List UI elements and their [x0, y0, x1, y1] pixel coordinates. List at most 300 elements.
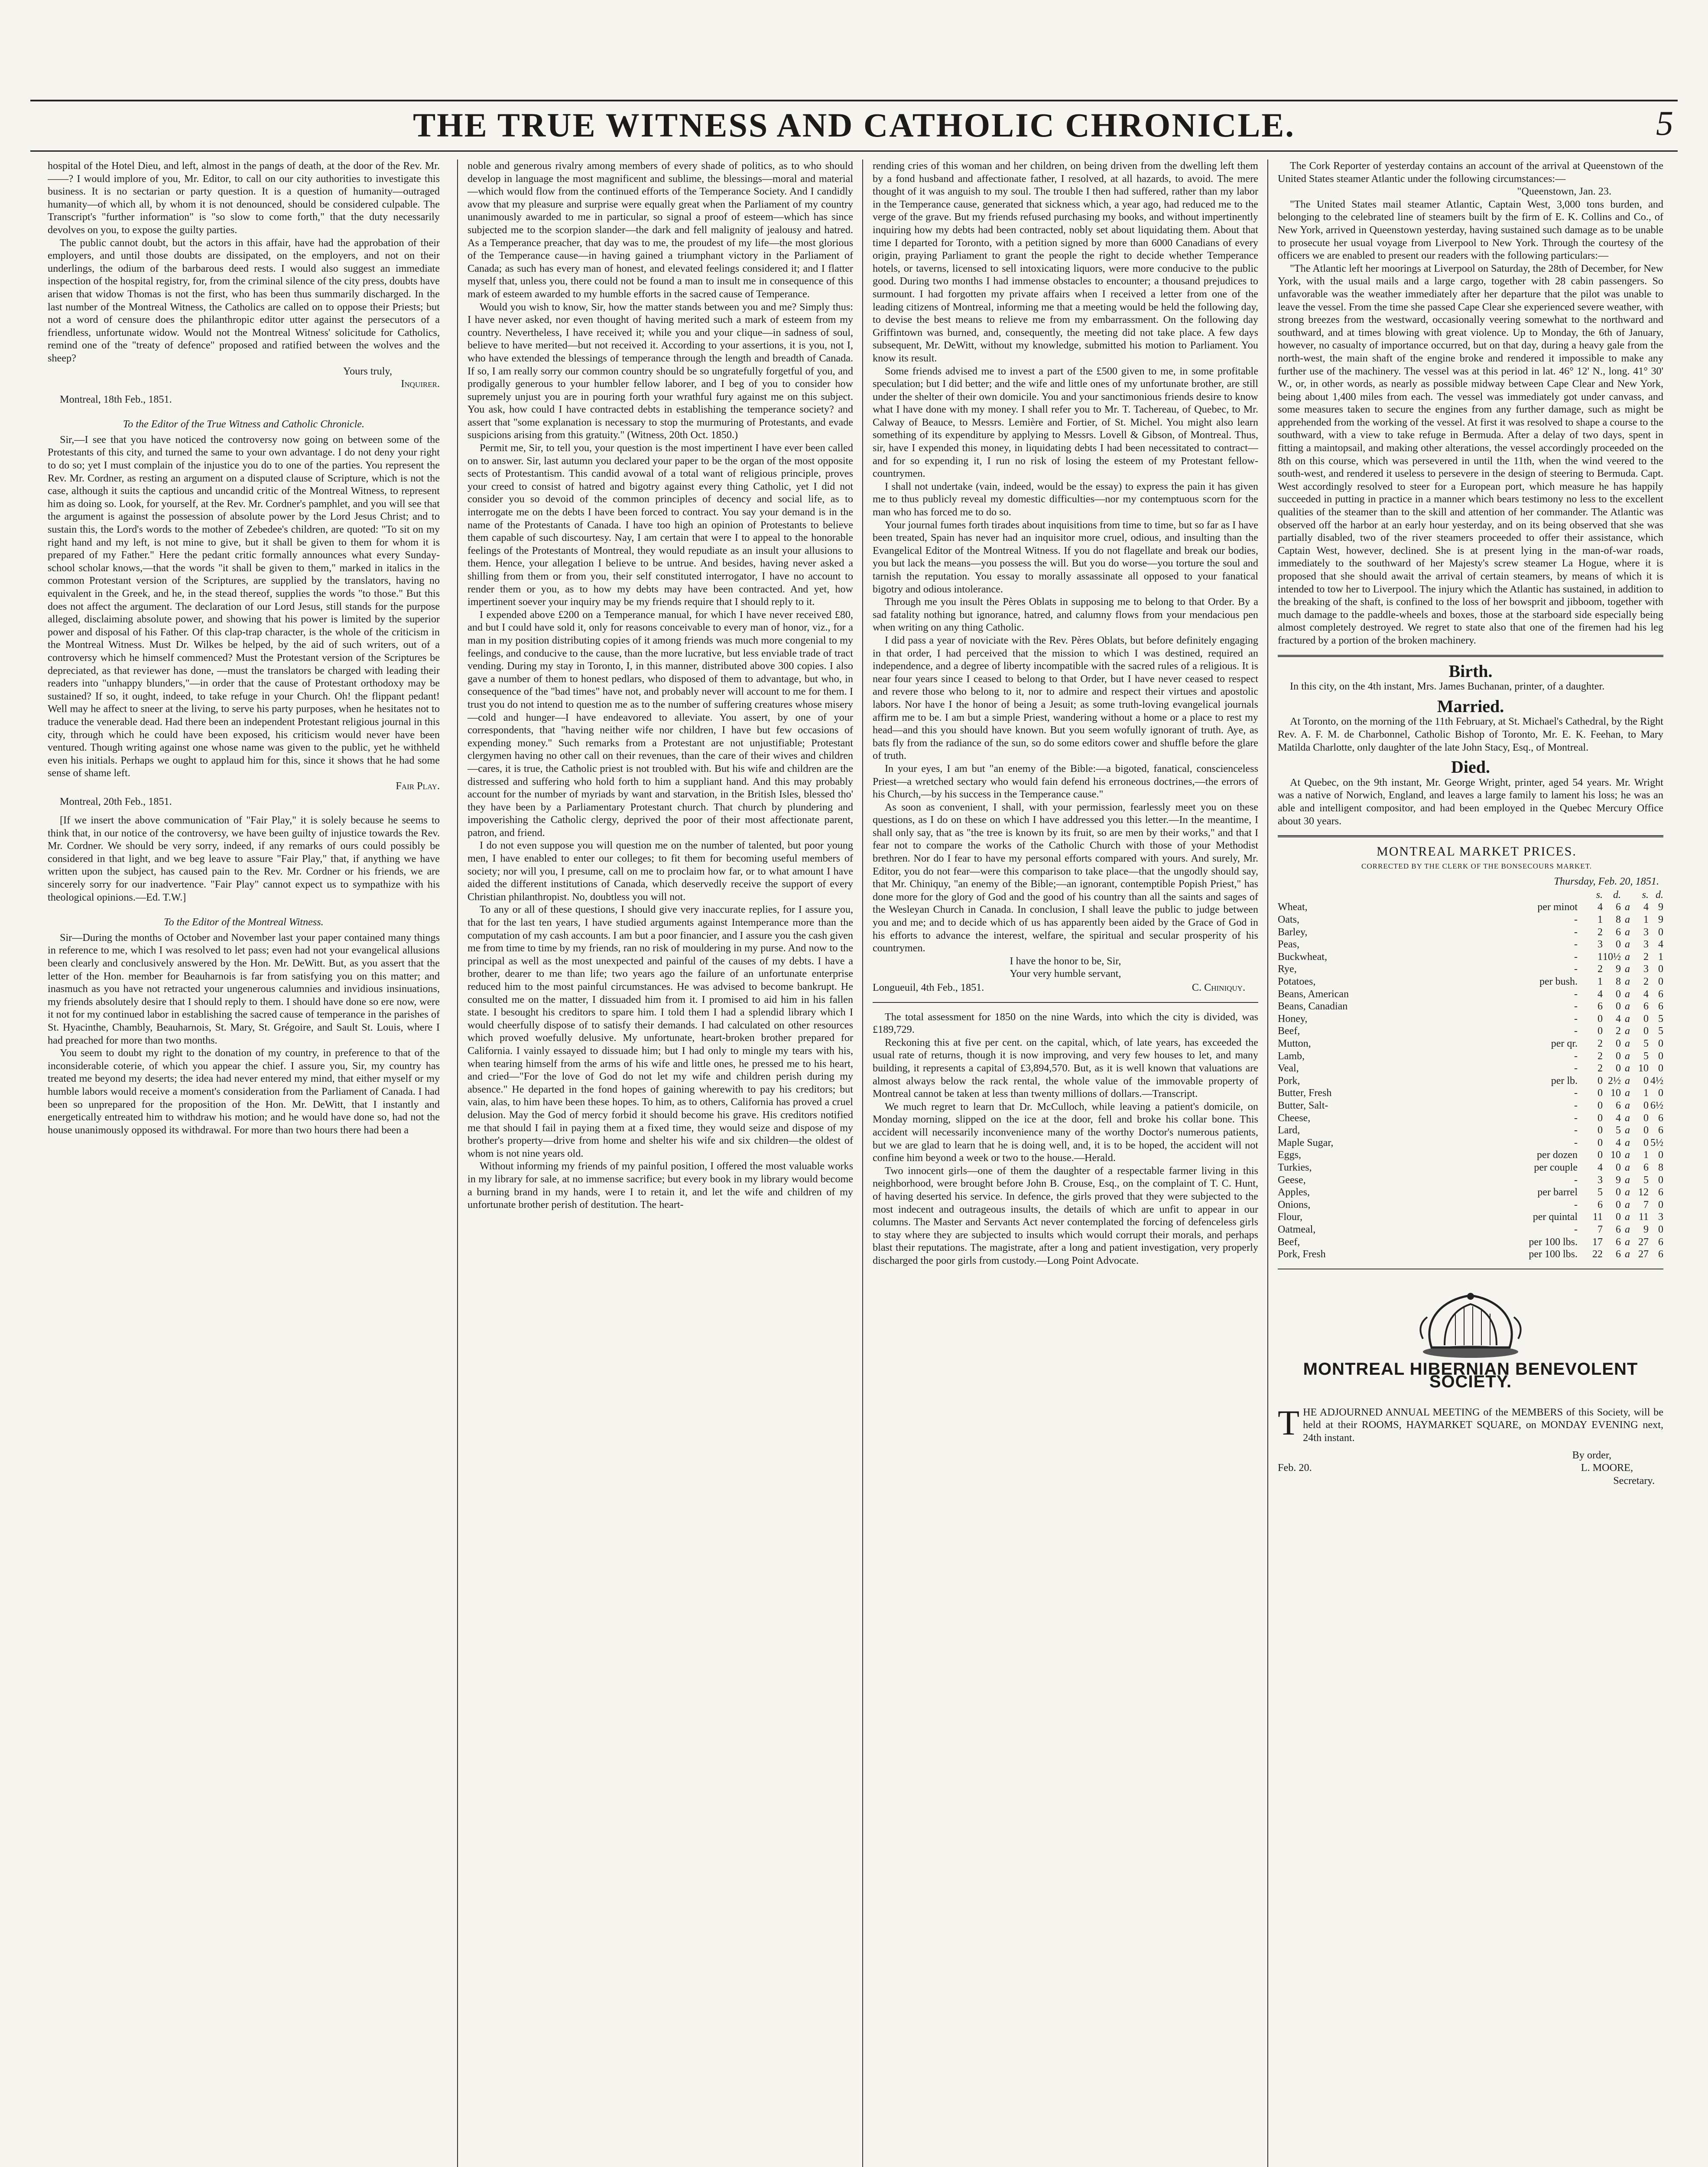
market-cell-unit: -	[1574, 1174, 1578, 1186]
market-cell-d1: 0	[1616, 1211, 1621, 1223]
market-cell-item: Pork,	[1278, 1075, 1300, 1087]
market-cell-s2: 3	[1643, 963, 1649, 975]
market-cell-item: Potatoes,	[1278, 976, 1316, 988]
market-cell-d2: 4½	[1650, 1075, 1663, 1087]
married-heading: Married.	[1437, 696, 1504, 716]
market-cell-unit: -	[1574, 1013, 1578, 1025]
market-cell-item: Turkies,	[1278, 1162, 1312, 1173]
market-cell-s1: 2	[1598, 1038, 1603, 1049]
market-row	[1278, 951, 1663, 963]
market-cell-unit: -	[1574, 963, 1578, 975]
market-cell-a: a	[1625, 1137, 1630, 1149]
market-cell-item: Cheese,	[1278, 1112, 1311, 1124]
market-cell-unit: -	[1574, 1063, 1578, 1074]
market-cell-s1: 3	[1598, 1174, 1603, 1186]
market-cell-d2: 8	[1658, 1162, 1663, 1173]
market-cell-s2: 1	[1643, 914, 1649, 926]
market-cell-unit: per couple	[1534, 1162, 1578, 1173]
column-2	[457, 159, 853, 2167]
drop-cap: T	[1278, 1402, 1300, 1442]
letter-chiniquy-heading: To the Editor of the Montreal Witness.	[164, 916, 324, 928]
market-cell-s2: 0	[1643, 1137, 1649, 1149]
died-heading: Died.	[1451, 757, 1490, 777]
market-cell-item: Eggs,	[1278, 1149, 1301, 1161]
market-cell-item: Apples,	[1278, 1187, 1310, 1198]
letter-chiniquy-signrow	[873, 981, 1258, 994]
market-cell-d2: 0	[1658, 963, 1663, 975]
market-cell-d2: 1	[1658, 951, 1663, 963]
letter-chiniquy-para: Without informing my friends of my painful position, I offered the most valuable works in my library for sale, at no immense sacrifice; but every book in my library would become a burning brand in my hands, were I to retain it, and let the wife and children of my unfortunate brother perish of destitution. The heart-	[468, 1160, 853, 1211]
market-cell-unit: per barrel	[1537, 1187, 1578, 1198]
market-row	[1278, 901, 1663, 914]
market-cell-d2: 6½	[1650, 1100, 1663, 1111]
market-cell-a: a	[1625, 1050, 1630, 1062]
market-cell-s2: 4	[1643, 901, 1649, 913]
market-cell-d2: 0	[1658, 1223, 1663, 1235]
market-cell-d1: 5	[1616, 1125, 1621, 1136]
market-cell-s2: 27	[1638, 1249, 1649, 1260]
market-row	[1278, 1248, 1663, 1261]
market-date: Thursday, Feb. 20, 1851.	[1554, 875, 1659, 888]
letter-chiniquy-para: I did pass a year of noviciate with the Rev. Pères Oblats, but before definitely engaging in that order, I had perceived that the mission to which I was destined, required an independence, and a degree of liberty incompatible with the sacred rules of a religious. It is near four years since I ceased to belong to that Order, but I have never ceased to respect and revere those who belong to it, nor to admire and respect their virtues and apostolic labors. Nor have I the honor of being a Jesuit; as some truth-loving evangelical journals affirm me to be. I am but a simple Priest, wandering without a home or a place to rest my head—and this you should have known. But you seem wofully ignorant of truth. Aye, as bats fly from the radiance of the sun, so do some editors cower and shuffle before the glare of truth.	[873, 634, 1258, 762]
letter-chiniquy-para: Your journal fumes forth tirades about inquisitions from time to time, but so far as I have been treated, Spain has never had an inquisitor more cruel, odious, and insulting than the Evangelical Editor of the Montreal Witness. If you do not flagellate and break our bodies, you but lack the means—you possess the will. But you do worse—you torture the soul and tarnish the reputation. You essay to morally assassinate all opposed to your fanatical bigotry and odious intolerance.	[873, 519, 1258, 595]
letter-chiniquy-place: Longueuil, 4th Feb., 1851.	[873, 982, 984, 993]
market-cell-d1: 4	[1616, 1013, 1621, 1025]
market-header-d: d.	[1613, 889, 1621, 901]
market-subtitle: CORRECTED BY THE CLERK OF THE BONSECOURS MARKET.	[1361, 862, 1592, 870]
market-row	[1278, 988, 1663, 1001]
market-cell-d1: 0	[1616, 1050, 1621, 1062]
market-cell-item: Rye,	[1278, 963, 1297, 975]
market-cell-d1: 4	[1616, 1137, 1621, 1149]
market-row	[1278, 1075, 1663, 1087]
market-cell-s1: 1	[1598, 976, 1603, 988]
market-title: MONTREAL MARKET PRICES.	[1377, 844, 1577, 859]
market-cell-a: a	[1625, 951, 1630, 963]
market-cell-s2: 5	[1643, 1038, 1649, 1049]
market-cell-s1: 6	[1598, 1001, 1603, 1012]
market-cell-d1: 6	[1616, 1249, 1621, 1260]
market-cell-d1: 2	[1616, 1025, 1621, 1037]
market-cell-unit: -	[1574, 1199, 1578, 1210]
market-cell-a: a	[1625, 1075, 1630, 1087]
market-row	[1278, 976, 1663, 988]
market-cell-s1: 6	[1598, 1199, 1603, 1210]
market-cell-a: a	[1625, 1013, 1630, 1025]
market-cell-s1: 1	[1598, 914, 1603, 926]
market-cell-s1: 0	[1598, 1125, 1603, 1136]
masthead-rule-top	[30, 100, 1678, 101]
market-cell-item: Honey,	[1278, 1013, 1308, 1025]
market-cell-a: a	[1625, 1236, 1630, 1248]
market-cell-unit: -	[1574, 1001, 1578, 1012]
market-cell-d2: 6	[1658, 1236, 1663, 1248]
market-cell-item: Beef,	[1278, 1025, 1300, 1037]
society-signer-title: Secretary.	[1613, 1474, 1655, 1487]
market-cell-d1: 9	[1616, 1174, 1621, 1186]
letter-chiniquy-para: I shall not undertake (vain, indeed, would be the essay) to express the pain it has given me to thus publicly reveal my domestic difficulties—nor my contemptuous scorn for the man who has forced me to do so.	[873, 480, 1258, 518]
market-cell-item: Peas,	[1278, 939, 1299, 950]
assessment-item: The total assessment for 1850 on the nine Wards, into which the city is divided, was £189,729.	[873, 1011, 1258, 1036]
court-item: Two innocent girls—one of them the daughter of a respectable farmer living in this neighborhood, were brought before John B. Crouse, Esq., on the complaint of T. C. Hunt, of having deserted his service. In defence, the girls proved that they were subjected to the most indecent and outrageous insults, the details of which are unfit to appear in our columns. The Master and Servants Act never contemplated the forcing of defenceless girls to stay where they are subjected to insults which would corrupt their morals, and perhaps blast their reputations. The magistrate, after a long and patient investigation, very properly discharged the poor girls from custody.—Long Point Advocate.	[873, 1165, 1258, 1266]
market-cell-d2: 0	[1658, 1199, 1663, 1210]
market-cell-s1: 0	[1598, 1013, 1603, 1025]
atlantic-para: "The United States mail steamer Atlantic, Captain West, 3,000 tons burden, and belonging to the celebrated line of steamers built by the firm of E. K. Collins and Co., of New York, arrived in Queenstown yesterday, having sustained such damage as to be unable to prosecute her usual voyage from Liverpool to New York. Through the courtesy of the officers we are enabled to present our readers with the following particulars:—	[1278, 198, 1663, 262]
market-cell-d2: 0	[1658, 1174, 1663, 1186]
market-row	[1278, 938, 1663, 951]
market-cell-s2: 4	[1643, 988, 1649, 1000]
market-row	[1278, 914, 1663, 926]
market-cell-unit: per lb.	[1551, 1075, 1578, 1087]
letter-chiniquy-para: rending cries of this woman and her children, on being driven from the dwelling left them by a fond husband and affectionate father, I resolved, at all hazards, to avoid. The mere thought of it was anguish to my soul. The trouble I then had suffered, rather than my labor in the Temperance cause, generated that sickness which, a year ago, had reduced me to the verge of the grave. But my friends refused purchasing my books, and without impertinently inquiring how my debts had been contracted, nobly set about liquidating them. About that time I departed for Toronto, with a petition signed by more than 6000 Canadians of every origin, praying Parliament to grant the people the right to decide whether Temperance hotels, or taverns, licensed to sell intoxicating liquors, were more conducive to the public good. During two months I had immense obstacles to encounter; a thousand prejudices to surmount. I had forgotten my private affairs when I received a letter from one of the leading citizens of Montreal, informing me that a meeting would be held the following day, to devise the best means to relieve me from my embarrassment. On the following day Griffintown was burned, and, consequently, the meeting did not take place. A few days subsequent, Mr. DeWitt, without my knowledge, submitted his motion to Parliament. You know its result.	[873, 160, 1258, 364]
market-cell-unit: per minot	[1537, 901, 1578, 913]
column-1	[48, 159, 440, 2167]
market-cell-a: a	[1625, 926, 1630, 938]
market-cell-d1: 6	[1616, 1223, 1621, 1235]
market-cell-s1: 7	[1598, 1223, 1603, 1235]
page-number: 5	[1656, 104, 1673, 143]
market-cell-d2: 6	[1658, 1001, 1663, 1012]
market-cell-s1: 2	[1598, 963, 1603, 975]
market-cell-item: Pork, Fresh	[1278, 1249, 1326, 1260]
letter-chiniquy-para: Would you wish to know, Sir, how the matter stands between you and me? Simply thus: I have never asked, nor even thought of having merited such a mark of esteem from my country. Nevertheless, I have received it; while you and your clique—in sadness of soul, believe to have merited—but not received it. According to your assertions, it is you, not I, who have extended the blessings of temperance through the length and breadth of Canada. If so, I am really sorry our common country should be so ungratefully forgetful of you, and prodigally generous to your humbler fellow laborer, and I beg of you to consider how supremely unjust you are in pouring forth your wrathful fury against me on this subject. You ask, how could I have contracted debts in establishing the temperance society? and assert that "some explanation is necessary to stop the murmuring of Protestants, and evade suspicions arising from this gratuity." (Witness, 20th Oct. 1850.)	[468, 301, 853, 441]
market-row	[1278, 1186, 1663, 1199]
market-cell-a: a	[1625, 988, 1630, 1000]
market-cell-a: a	[1625, 1223, 1630, 1235]
market-cell-item: Wheat,	[1278, 901, 1308, 913]
market-row	[1278, 1162, 1663, 1174]
column-4	[1267, 159, 1663, 2167]
market-cell-s2: 6	[1643, 1001, 1649, 1012]
market-cell-s1: 2	[1598, 926, 1603, 938]
by-order: By order,	[1572, 1449, 1611, 1461]
market-cell-s2: 12	[1638, 1187, 1649, 1198]
market-cell-a: a	[1625, 1100, 1630, 1111]
columns	[48, 159, 1678, 2167]
letter-fairplay-signature: Fair Play.	[396, 780, 440, 792]
market-cell-d2: 6	[1658, 988, 1663, 1000]
letter-chiniquy-signature: C. Chiniquy.	[1192, 982, 1245, 993]
market-cell-a: a	[1625, 1249, 1630, 1260]
married-notice: At Toronto, on the morning of the 11th February, at St. Michael's Cathedral, by the Right Rev. A. F. M. de Charbonnel, Catholic Bishop of Toronto, Mr. E. K. Feehan, to Mary Matilda Charlotte, only daughter of the late John Stacy, Esq., of Montreal.	[1278, 716, 1663, 753]
market-row	[1278, 1149, 1663, 1162]
masthead	[30, 100, 1678, 152]
market-cell-d1: 8	[1616, 976, 1621, 988]
market-cell-unit: -	[1574, 1050, 1578, 1062]
market-cell-a: a	[1625, 1112, 1630, 1124]
market-cell-s1: 22	[1592, 1249, 1603, 1260]
harp-emblem-icon	[1414, 1287, 1527, 1360]
market-cell-d1: 6	[1616, 1100, 1621, 1111]
market-cell-d2: 4	[1658, 939, 1663, 950]
market-cell-d2: 0	[1658, 926, 1663, 938]
market-cell-unit: -	[1574, 1100, 1578, 1111]
market-cell-a: a	[1625, 1187, 1630, 1198]
market-cell-s1: 0	[1598, 1087, 1603, 1099]
market-cell-item: Maple Sugar,	[1278, 1137, 1334, 1149]
market-cell-s2: 2	[1643, 951, 1649, 963]
market-row	[1278, 1112, 1663, 1125]
letter-chiniquy-close: I have the honor to be, Sir,	[1010, 955, 1121, 967]
market-cell-s2: 0	[1643, 1125, 1649, 1136]
market-cell-item: Lard,	[1278, 1125, 1300, 1136]
market-cell-d1: 10	[1611, 1149, 1621, 1161]
society-notice	[1278, 1402, 1663, 1445]
market-cell-d1: 8	[1616, 914, 1621, 926]
market-cell-s1: 0	[1598, 1100, 1603, 1111]
market-cell-item: Mutton,	[1278, 1038, 1311, 1049]
market-cell-a: a	[1625, 939, 1630, 950]
market-cell-s1: 4	[1598, 1162, 1603, 1173]
market-cell-s2: 10	[1638, 1063, 1649, 1074]
letter-chiniquy-para: noble and generous rivalry among members of every shade of politics, as to who should develop in language the most magnificent and sublime, the blessings—moral and material—which would flow from the continued efforts of the Temperance Society. And I candidly avow that my pleasure and surprise were equally great when the Parliament of my country unanimously awarded to me in particular, so signal a proof of esteem—which has since subjected me to the scorpion slander—the dark and fell malignity of jealousy and hatred. As a Temperance preacher, that day was to me, the proudest of my life—the most glorious of the Temperance cause—in having gained a triumphant victory in the Parliament of Canada; as such has every man of honest, and elevated feelings considered it; and I flatter myself that, unless you, there could not be found a man to insult me in consequence of this mark of esteem awarded to my humble efforts in the sacred cause of Temperance.	[468, 160, 853, 300]
market-cell-unit: -	[1574, 926, 1578, 938]
market-cell-unit: per qr.	[1551, 1038, 1578, 1049]
market-cell-d2: 0	[1658, 976, 1663, 988]
market-cell-d2: 6	[1658, 1112, 1663, 1124]
market-cell-s2: 6	[1643, 1162, 1649, 1173]
market-row	[1278, 926, 1663, 939]
market-cell-s1: 17	[1592, 1236, 1603, 1248]
market-cell-unit: -	[1574, 988, 1578, 1000]
market-cell-s1: 0	[1598, 1075, 1603, 1087]
market-cell-s2: 0	[1643, 1100, 1649, 1111]
market-cell-a: a	[1625, 1087, 1630, 1099]
market-cell-a: a	[1625, 1162, 1630, 1173]
market-cell-d2: 9	[1658, 914, 1663, 926]
market-cell-item: Veal,	[1278, 1063, 1299, 1074]
market-cell-s2: 11	[1638, 1211, 1649, 1223]
market-cell-s2: 27	[1638, 1236, 1649, 1248]
market-header-s: s.	[1596, 889, 1603, 901]
society-sign-row	[1278, 1461, 1663, 1474]
masthead-rule-bottom	[30, 150, 1678, 152]
market-cell-s2: 5	[1643, 1174, 1649, 1186]
market-cell-d2: 9	[1658, 901, 1663, 913]
market-cell-unit: -	[1574, 951, 1578, 963]
market-row	[1278, 1013, 1663, 1025]
market-cell-d1: 6	[1616, 1236, 1621, 1248]
market-cell-a: a	[1625, 963, 1630, 975]
letter-chiniquy-para: Sir—During the months of October and November last your paper contained many things in reference to me, which I was resolved to let pass; even had not your evangelical allusions been clearly and conclusively answered by the Hon. Mr. DeWitt. But, as you assert that the letter of the Hon. member for Beauharnois is far from satisfying you on this matter; and inasmuch as you have not retracted your ungenerous calumnies and invidious insinuations, my friends absolutely desire that I should reply to them. I should have done so ere now, were it not for my continued labor in establishing the sacred cause of temperance in the parishes of St. Hyacinthe, Chambly, Beauharnois, St. Mary, St. Grégoire, and Sault St. Louis, where I had preached for more than two months.	[48, 931, 440, 1046]
market-cell-d1: 0	[1616, 1001, 1621, 1012]
editor-note: [If we insert the above communication of "Fair Play," it is solely because he seems to think that, in our notice of the controversy, we have been guilty of injustice towards the Rev. Mr. Cordner. We should be very sorry, indeed, if any remarks of ours could possibly be considered in that light, and we beg leave to assure "Fair Play," that, if anything we have written upon the subject, has caused pain to the Rev. Mr. Cordner or his friends, we are sincerely sorry for our inadvertence. "Fair Play" cannot expect us to sympathize with his theological opinions.—Ed. T.W.]	[48, 814, 440, 903]
letter-chiniquy-para: I expended above £200 on a Temperance manual, for which I have never received £80, and but I could have sold it, only for reasons conceivable to every man of honor, viz., for a man in my position distributing copies of it among friends was much more congenial to my feelings, and conducive to the cause, than the more lucrative, but less enviable trade of tract vending. During my stay in Toronto, I, in this manner, distributed above 300 copies. I also gave a number of them to honest pedlars, who disposed of them to advantage, but who, in consequence of the "bad times" have not, and probably never will account to me for them. I trust you do not intend to question me as to the number of suffering creatures whose misery—cold and hunger—I have endeavored to alleviate. You assert, by one of your correspondents, that "having neither wife nor children, I have but few occasions of expending money." Such remarks from a Protestant are not unjustifiable; Protestant clergymen having no other call on their revenues, than the care of their wives and children—cares, it is true, the Catholic priest is not troubled with. But his wife and children are the distressed and suffering who hold forth to him a suppliant hand. And this may probably account for the number of myriads by want and starvation, in the British Isles, blessed tho' they have been by a Parliamentary Protestant church. That church by plundering and impoverishing the Catholic clergy, deprived the poor of their most affectionate parent, patron, and friend.	[468, 608, 853, 839]
market-cell-unit: per 100 lbs.	[1529, 1236, 1578, 1248]
market-cell-a: a	[1625, 1001, 1630, 1012]
divider	[1278, 655, 1663, 657]
market-cell-item: Geese,	[1278, 1174, 1306, 1186]
market-header-d: d.	[1656, 889, 1663, 901]
market-header-s: s.	[1642, 889, 1649, 901]
market-cell-item: Flour,	[1278, 1211, 1303, 1223]
column-3	[862, 159, 1258, 2167]
market-cell-a: a	[1625, 1211, 1630, 1223]
market-cell-d2: 0	[1658, 1038, 1663, 1049]
market-cell-a: a	[1625, 1149, 1630, 1161]
market-cell-s1: 11	[1592, 1211, 1603, 1223]
letter-inquirer-para: The public cannot doubt, but the actors in this affair, have had the approbation of their employers, and until those doubts are dissipated, on the employers, and not on their underlings, the odium of the barbarous deed rests. I would also suggest an immediate inspection of the hospital registry, for, from the criminal silence of the city press, doubts have arisen that widow Thomas is not the first, who has been thus summarily discharged. In the last number of the Montreal Witness, the Catholics are called on to oppose their Priests; but not a word of censure does the philanthropic editor utter against the persecutors of a friendless, unfortunate widow. Would not the Montreal Witness' solicitude for Catholics, remind one of the "treaty of defence" proposed and ratified between the wolves and the sheep?	[48, 237, 440, 364]
market-cell-d1: 2½	[1608, 1075, 1621, 1087]
market-cell-a: a	[1625, 1125, 1630, 1136]
market-cell-d1: 0	[1616, 988, 1621, 1000]
market-cell-d1: 0	[1616, 1199, 1621, 1210]
market-cell-d1: 0	[1616, 939, 1621, 950]
letter-inquirer-close: Yours truly,	[343, 365, 392, 377]
market-row	[1278, 1087, 1663, 1100]
market-cell-unit: -	[1574, 914, 1578, 926]
market-cell-d1: 0	[1616, 1187, 1621, 1198]
market-cell-d1: 9	[1616, 963, 1621, 975]
market-table-body	[1278, 889, 1663, 1261]
divider	[873, 1002, 1258, 1003]
market-cell-a: a	[1625, 1199, 1630, 1210]
letter-chiniquy-para: Some friends advised me to invest a part of the £500 given to me, in some profitable speculation; but I did better; and the wife and little ones of my unfortunate brother, are still under the shelter of their own domicile. You and your sanctimonious friends desire to know what I have done with my money. I shall refer you to Mr. T. Tachereau, of Quebec, to Mr. Calway of Beauce, to Messrs. Lemière and Fortier, of St. Michel. You might also learn something of its expenditure by applying to Messrs. Lovell & Gibson, of Montreal. Thus, sir, have I expended this money, in liquidating debts I had been necessitated to contract—and for so expending it, I run no risk of losing the esteem of my Protestant fellow-countrymen.	[873, 365, 1258, 480]
letter-chiniquy-para: I do not even suppose you will question me on the number of talented, but poor young men, I have enabled to enter our colleges; to fit them for becoming useful members of society; nor will you, I presume, call on me to proclaim how far, or to what amount I have aided the different institutions of Canada, which deservedly receive the support of every Christian philanthropist. No, doubtless you will not.	[468, 839, 853, 903]
letter-chiniquy-para: In your eyes, I am but "an enemy of the Bible:—a bigoted, fanatical, conscienceless Priest—a wretched sectary who would fain defend his erroneous doctrines,—the errors of his Church,—by his success in the Temperance cause."	[873, 762, 1258, 800]
atlantic-dateline: "Queenstown, Jan. 23.	[1517, 185, 1611, 198]
letter-inquirer-date: Montreal, 18th Feb., 1851.	[60, 393, 172, 405]
letter-chiniquy-close-2: Your very humble servant,	[1010, 968, 1121, 980]
market-row	[1278, 1211, 1663, 1223]
market-cell-d2: 0	[1658, 1149, 1663, 1161]
market-row	[1278, 1124, 1663, 1137]
market-cell-s1: 4	[1598, 988, 1603, 1000]
assessment-item: Reckoning this at five per cent. on the capital, which, of late years, has exceeded the usual rate of returns, though it is now improving, and very few houses to let, and many building, it represents a capital of £3,894,570. But, as it is well known that valuations are almost always below the rack rental, the whole value of the immovable property of Montreal cannot be taken at less than twenty millions of dollars.—Transcript.	[873, 1036, 1258, 1100]
market-cell-d1: 0	[1616, 1063, 1621, 1074]
market-cell-d1: 0	[1616, 1038, 1621, 1049]
letter-chiniquy-para: As soon as convenient, I shall, with your permission, fearlessly meet you on these questions, as I do on these on which I have addressed you this letter.—In the meantime, I shall only say, that as "the tree is known by its fruit, so are men by their works," and that I fear not to compare the works of the Catholic Church with those of your Methodist brethren. Nor do I fear to have my personal efforts compared with yours. And surely, Mr. Editor, you do not fear—were this comparison to take place—that the ungodly should say, that Mr. Chiniquy, "an enemy of the Bible;—an ignorant, contemptible Popish Priest," has done more for the glory of God and the good of his country than all the saints and sages of the Wesleyan Church in Canada. In conclusion, I shall leave the public to judge between you and me; and to decide which of us has apparently been aided by the Grace of God in his efforts to advance the interest, welfare, the spiritual and secular prosperity of his countrymen.	[873, 801, 1258, 954]
market-cell-a: a	[1625, 901, 1630, 913]
market-cell-item: Barley,	[1278, 926, 1308, 938]
society-date: Feb. 20.	[1278, 1462, 1312, 1474]
market-cell-s1: 0	[1598, 1025, 1603, 1037]
letter-chiniquy-para: Through me you insult the Pères Oblats in supposing me to belong to that Order. By a sad fatality nothing but ignorance, hatred, and calumny flows from your mendacious pen when writing on any thing Catholic.	[873, 596, 1258, 634]
market-cell-s2: 3	[1643, 939, 1649, 950]
market-row	[1278, 1236, 1663, 1249]
market-cell-d2: 0	[1658, 1087, 1663, 1099]
market-cell-d2: 0	[1658, 1050, 1663, 1062]
letter-chiniquy-para: Permit me, Sir, to tell you, your question is the most impertinent I have ever been called on to answer. Sir, last autumn you declared your paper to be the organ of the most opposite sects of Protestantism. This candid avowal of a total want of religious principle, proves your creed to consist of hatred and bigotry against every thing Catholic, yet I did not consider you so devoid of the common principles of decency and social life, as to interrogate me on the debts I have been forced to contract. You say your demand is in the name of the Protestants of Canada. I have too high an opinion of Protestants to believe them capable of such discourtesy. Nay, I am certain that were I to appeal to the honorable feelings of the Protestants of Montreal, they would repudiate as an insult your allusions to them. Hence, your allegation I believe to be untrue. And besides, having never asked a shilling from them or from you, their self constituted interrogator, I have no account to render them or you, as to how my debts may have been contracted. And yet, how impertinent soever your inquiry may be my friends require that I should reply to it.	[468, 442, 853, 608]
market-cell-a: a	[1625, 1174, 1630, 1186]
market-cell-item: Buckwheat,	[1278, 951, 1327, 963]
market-cell-item: Onions,	[1278, 1199, 1311, 1210]
market-cell-s2: 0	[1643, 1013, 1649, 1025]
society-signer: L. MOORE,	[1581, 1462, 1633, 1474]
market-cell-s1: 3	[1598, 939, 1603, 950]
market-cell-unit: -	[1574, 1112, 1578, 1124]
market-row	[1278, 1000, 1663, 1013]
market-cell-d2: 3	[1658, 1211, 1663, 1223]
market-cell-d1: 4	[1616, 1112, 1621, 1124]
letter-fairplay-date: Montreal, 20th Feb., 1851.	[60, 795, 172, 807]
market-row	[1278, 1025, 1663, 1038]
market-cell-unit: -	[1574, 1223, 1578, 1235]
market-row	[1278, 1038, 1663, 1050]
market-row	[1278, 1174, 1663, 1187]
market-cell-d2: 6	[1658, 1187, 1663, 1198]
market-cell-item: Oatmeal,	[1278, 1223, 1316, 1235]
market-cell-s2: 5	[1643, 1050, 1649, 1062]
market-row	[1278, 963, 1663, 976]
birth-notice: In this city, on the 4th instant, Mrs. James Buchanan, printer, of a daughter.	[1290, 680, 1605, 693]
market-cell-s2: 0	[1643, 1075, 1649, 1087]
market-cell-unit: -	[1574, 939, 1578, 950]
market-cell-d2: 5	[1658, 1013, 1663, 1025]
market-cell-d2: 6	[1658, 1125, 1663, 1136]
market-cell-d1: 10½	[1603, 951, 1621, 963]
market-cell-s2: 0	[1643, 1025, 1649, 1037]
market-row	[1278, 1137, 1663, 1149]
birth-heading: Birth.	[1448, 661, 1493, 681]
society-notice-text: HE ADJOURNED ANNUAL MEETING of the MEMBERS of this Society, will be held at their ROOMS, HAYMARKET SQUARE, on MONDAY EVENING next, 24th instant.	[1303, 1406, 1663, 1444]
market-cell-s1: 2	[1598, 1050, 1603, 1062]
died-notice: At Quebec, on the 9th instant, Mr. George Wright, printer, aged 54 years. Mr. Wright was a native of Norwich, England, and leaves a large family to lament his loss; he was an able and intelligent compositor, and had been employed in the Quebec Mercury Office about 30 years.	[1278, 776, 1663, 827]
divider	[1278, 835, 1663, 837]
market-cell-unit: -	[1574, 1087, 1578, 1099]
market-row	[1278, 1199, 1663, 1211]
market-cell-unit: -	[1574, 1137, 1578, 1149]
society-heading: MONTREAL HIBERNIAN BENEVOLENT SOCIETY.	[1303, 1359, 1638, 1392]
market-cell-unit: -	[1574, 1025, 1578, 1037]
market-cell-unit: per bush.	[1539, 976, 1578, 988]
market-cell-d1: 10	[1611, 1087, 1621, 1099]
market-cell-s2: 2	[1643, 976, 1649, 988]
market-cell-s1: 1	[1598, 951, 1603, 963]
market-cell-unit: per 100 lbs.	[1529, 1249, 1578, 1260]
letter-fairplay-para: Sir,—I see that you have noticed the controversy now going on between some of the Protestants of this city, and turned the same to your own advantage. I do not deny your right to do so; yet I must complain of the injustice you do to one of the parties. You represent the Rev. Mr. Cordner, as resting an argument on a disputed clause of Scripture, which is not the case, although it suits the captious and uncandid critic of the Montreal Witness, to represent him as doing so. Look, for yourself, at the Rev. Mr. Cordner's pamphlet, and you will see that the argument is against the possession of absolute power by the Lord Jesus Christ; and to sustain this, the Lord's words to the mother of Zebedee's children, are quoted: "To sit on my right hand and my left, is not mine to give, but it shall be given to them for whom it is prepared of my Father." Here the pedant critic formally announces what every Sunday-school scholar knows,—that the words "it shall be given to them," marked in italics in the common Protestant version of the Scriptures, are supplied by the translators, having no equivalent in the Greek, and he, in the stead thereof, supplies the words "to those." But this does not affect the argument. The declaration of our Lord Jesus, still stands for the purpose alleged, disclaiming absolute power, and showing that his power is limited by the superior power and disposal of his Father. Of this clap-trap character, is the whole of the criticism in the Montreal Witness. Must Dr. Wilkes be helped, by the aid of such writers, out of a controversy which he himself commenced? Must the Protestant version of the Scriptures be depreciated, as that reviewer has done, —must the translators be charged with leading their readers into "unhappy blunders,"—in order that the cause of Protestant orthodoxy may be sustained? If so, it ought, indeed, to take refuge in your Church. Oh! the flippant pedant! Well may he affect to sneer at the living, to serve his party purposes, when he hesitates not to traduce the venerable dead. Had there been an independent Protestant religious journal in this city, through which he could have been exposed, his criticism would never have been ventured. Though writing against one whose name was given to the public, yet he withheld even his initials. Perhaps we ought to applaud him for this, since it shows that he had some sense of shame left.	[48, 433, 440, 779]
market-cell-d1: 0	[1616, 1162, 1621, 1173]
market-cell-s2: 3	[1643, 926, 1649, 938]
market-cell-s2: 7	[1643, 1199, 1649, 1210]
letter-chiniquy-para: You seem to doubt my right to the donation of my country, in preference to that of the inconsiderable coterie, of which you appear the chief. I assure you, Sir, my country has treated me beyond my deserts; the idea had never entered my mind, that either myself or my humble labors would receive a moment's consideration from the Parliament of Canada. I had been so unprepared for the proposition of the Hon. Mr. DeWitt, that I instantly and energetically entreated him to withdraw his motion; and he would have done so, had not the house unanimously opposed its withdrawal. For more than two hours there had been a	[48, 1047, 440, 1136]
market-cell-unit: per quintal	[1533, 1211, 1578, 1223]
market-row	[1278, 1050, 1663, 1063]
market-cell-unit: -	[1574, 1125, 1578, 1136]
letter-inquirer-para: hospital of the Hotel Dieu, and left, almost in the pangs of death, at the door of the Rev. Mr. ——? I would implore of you, Mr. Editor, to call on our city authorities to investigate this business. It is no sectarian or party question. It is a question of humanity—outraged humanity—of which all, by whom it is not denounced, should be considered culpable. The Transcript's "further information" is "so slow to come forth," that the duty necessarily devolves on you, to expose the guilty parties.	[48, 160, 440, 236]
market-cell-s2: 0	[1643, 1112, 1649, 1124]
masthead-title: THE TRUE WITNESS AND CATHOLIC CHRONICLE.	[413, 106, 1295, 144]
market-cell-a: a	[1625, 1038, 1630, 1049]
market-cell-a: a	[1625, 976, 1630, 988]
atlantic-para: "The Atlantic left her moorings at Liverpool on Saturday, the 28th of December, for New York, with the usual mails and a large cargo, together with 28 cabin passengers. So unfavorable was the weather immediately after her departure that the pilot was unable to leave the vessel. From the time she passed Cape Clear she experienced severe weather, with strong breezes from the westward, occasionally veering somewhat to the northward and southward, and at times blowing with great violence. Up to Monday, the 6th of January, however, no casualty of importance occurred, but on that day, during a heavy gale from the north-west, the main shaft of the engine broke and rendered it impossible to make any further use of the machinery. The vessel was at this period in lat. 46° 12' N., long. 41° 30' W., or, in other words, as nearly as possible midway between Cape Clear and New York, being about 1,400 miles from each. The vessel was immediately got under canvass, and some measures taken to secure the engines from any further damage, such as might be apprehended from the working of the vessel. At first it was resolved to shape a course to the southward, with a view to take refuge in Bermuda. After a delay of two days, spent in fitting a maintopsail, and making other alterations, the vessel accordingly proceeded on the 8th on this course, which was persevered in until the 11th, when the wind veered to the south-west, and rendered it useless to persevere in the design of steering to Bermuda. Capt. West accordingly resolved to steer for a European port, which measure he has happily succeeded in putting in practice in a manner which bears testimony no less to the excellent qualities of the steamer than to the skill and attention of her commander. The Atlantic was observed off the harbor at an early hour yesterday, and on its being observed that she was partially disabled, two of the river steamers proceeded to offer their assistance, which Captain West, however, declined. She is at present lying in the man-of-war roads, immediately to the southward of her Majesty's screw steamer La Hogue, where it is proposed that she should await the arrival of certain steamers, by means of which it is intended to tow her to Liverpool. The injury which the Atlantic has sustained, in addition to the breaking of the shaft, is confined to the loss of her bowsprit and jibboom, together with much damage to the paddle-wheels and boxes, those at the starboard side especially being almost completely destroyed. We regret to state also that one of the firemen had his leg fractured by a portion of the broken machinery.	[1278, 262, 1663, 646]
market-cell-s1: 4	[1598, 901, 1603, 913]
market-cell-s2: 1	[1643, 1149, 1649, 1161]
market-cell-a: a	[1625, 914, 1630, 926]
market-cell-item: Butter, Fresh	[1278, 1087, 1332, 1099]
market-cell-unit: per dozen	[1537, 1149, 1578, 1161]
atlantic-intro: The Cork Reporter of yesterday contains an account of the arrival at Queenstown of the United States steamer Atlantic under the following circumstances:—	[1278, 160, 1663, 185]
market-cell-s1: 2	[1598, 1063, 1603, 1074]
market-cell-s1: 0	[1598, 1112, 1603, 1124]
market-cell-s1: 5	[1598, 1187, 1603, 1198]
accident-item: We much regret to learn that Dr. McCulloch, while leaving a patient's domicile, on Monday morning, slipped on the ice at the door, fell and broke his collar bone. This accident will necessarily inconvenience many of the worthy Doctor's numerous patients, but we are glad to learn that he is doing well, and, it is to be hoped, the accident will not confine him beyond a week or two to the house.—Herald.	[873, 1100, 1258, 1164]
letter-inquirer-signature: Inquirer.	[401, 378, 440, 390]
market-cell-d2: 5½	[1650, 1137, 1663, 1149]
market-row	[1278, 1223, 1663, 1236]
market-row	[1278, 1100, 1663, 1112]
market-cell-s1: 0	[1598, 1137, 1603, 1149]
market-cell-s1: 0	[1598, 1149, 1603, 1161]
market-cell-d2: 0	[1658, 1063, 1663, 1074]
letter-fairplay-heading: To the Editor of the True Witness and Catholic Chronicle.	[123, 418, 365, 430]
market-cell-item: Beef,	[1278, 1236, 1300, 1248]
market-cell-a: a	[1625, 1025, 1630, 1037]
letter-chiniquy-para: To any or all of these questions, I should give very inaccurate replies, for I assure you, that for the last ten years, I have studied arguments against Intemperance more than the computation of my cash accounts. I am but a poor financier, and I assure you the cash given me from time to time by my friends, ran no risk of mouldering in my purse. And now to the principal as well as the most unexpected and painful of the causes of my debts. I have a brother, dearer to me than life; two years ago the failure of an unfortunate enterprise reduced him to the most painful circumstances. He was advised to become bankrupt. He consulted me on the matter, I dissuaded him from it. I promised to aid him in his fallen state. I besought his creditors to spare him. I told them I had a splendid library which I would cheerfully dispose of to satisfy their demands. I had calculated on other resources which proved woefully delusive. My unfortunate, heart-broken brother prepared for California. I vainly essayed to dissuade him; but I had only to mingle my tears with his, when tearing himself from the arms of his wife and little ones, he pressed me to his heart, and cried—"For the love of God do not let my wife and children perish during my absence." He departed in the fond hopes of gaining wherewith to pay his creditors; but vain, alas, to him have been these hopes. To him, as to others, California has proved a cruel delusion. May the God of mercy forbid it should become his grave. His creditors notified me that should I fail in paying them at a fixed time, they would seize and dispose of my brother's property—drive from home and shelter his wife and six children—the oldest of whom is not nine years old.	[468, 904, 853, 1159]
market-cell-item: Beans, American	[1278, 988, 1349, 1000]
market-cell-s2: 9	[1643, 1223, 1649, 1235]
market-cell-item: Oats,	[1278, 914, 1299, 926]
